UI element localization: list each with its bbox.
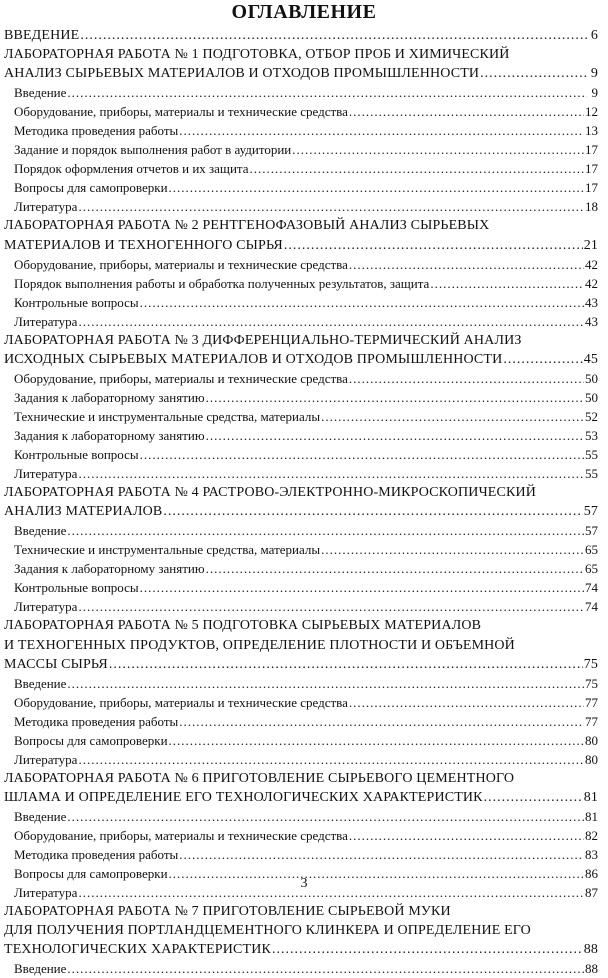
dot-leader [140,293,584,312]
toc-entry-text: ШЛАМА И ОПРЕДЕЛЕНИЕ ЕГО ТЕХНОЛОГИЧЕСКИХ ХАРАКТЕРИСТИК [4,789,483,805]
toc-subentry [4,959,598,978]
dot-leader [67,959,584,978]
toc-entry-text: Методика проведения работы [14,123,179,139]
toc-entry-text: Контрольные вопросы [14,294,139,310]
toc-page-number: 55 [585,466,598,482]
dot-leader [349,369,584,388]
dot-leader [169,731,584,750]
toc-entry-text: Оборудование, приборы, материалы и технические средства [14,256,348,272]
toc-page-number: 75 [585,675,598,691]
toc-subentry [4,540,598,559]
toc-entry-text: И ТЕХНОГЕННЫХ ПРОДУКТОВ, ОПРЕДЕЛЕНИЕ ПЛОТНОСТИ И ОБЪЕМНОЙ [4,637,515,653]
toc-subentry [4,464,598,483]
toc-page-number: 57 [583,504,598,520]
toc-entry-text: Контрольные вопросы [14,447,139,463]
toc-heading-line [4,45,598,64]
toc-entry-text: Порядок выполнения работы и обработка полученных результатов, защита [14,275,430,291]
toc-entry-text: Вопросы для самопроверки [14,180,168,196]
toc-subentry [4,121,598,140]
toc-page-number: 86 [585,866,598,882]
toc-page-number: 57 [585,523,598,539]
toc-page-number: 88 [585,961,598,977]
toc-entry-text: Оборудование, приборы, материалы и технические средства [14,104,348,120]
toc-entry-text: Вопросы для самопроверки [14,732,168,748]
toc-subentry [4,159,598,178]
toc-subentry [4,178,598,197]
dot-leader [321,540,584,559]
dot-leader [67,674,584,693]
dot-leader [250,159,584,178]
toc-page-number: 80 [585,751,598,767]
toc-page-number: 45 [583,351,598,367]
toc-subentry [4,750,598,769]
toc-heading-line [4,940,598,959]
toc-page-number: 50 [585,389,598,405]
toc-entry-text: ЛАБОРАТОРНАЯ РАБОТА № 3 ДИФФЕРЕНЦИАЛЬНО-ТЕРМИЧЕСКИЙ АНАЛИЗ [4,332,522,348]
toc-heading-line [4,769,598,788]
toc-entry-text: МАТЕРИАЛОВ И ТЕХНОГЕННОГО СЫРЬЯ [4,237,283,253]
toc-page-number: 74 [585,599,598,615]
toc-subentry [4,369,598,388]
toc-heading-line [4,216,598,235]
toc-heading-line [4,483,598,502]
page-number: 3 [300,876,308,891]
toc-page-number: 9 [590,66,598,82]
toc-entry-text: Литература [14,199,78,215]
toc-page-number: 50 [585,370,598,386]
toc-entry-text: ДЛЯ ПОЛУЧЕНИЯ ПОРТЛАНДЦЕМЕНТНОГО КЛИНКЕРА И ОПРЕДЕЛЕНИЕ ЕГО [4,923,531,939]
dot-leader [109,655,583,674]
dot-leader [78,464,584,483]
toc-page-number: 17 [585,142,598,158]
toc-page-number: 43 [585,294,598,310]
toc-subentry [4,140,598,159]
dot-leader [272,940,583,959]
dot-leader [179,712,584,731]
toc-page-number: 77 [585,713,598,729]
dot-leader [503,350,582,369]
toc-entry-text: Контрольные вопросы [14,580,139,596]
toc-entry-text: Литература [14,313,78,329]
toc-subentry [4,807,598,826]
toc-subentry [4,274,598,293]
toc-subentry [4,445,598,464]
toc-entry-text: Оборудование, приборы, материалы и технические средства [14,694,348,710]
toc-entry-text: ЛАБОРАТОРНАЯ РАБОТА № 4 РАСТРОВО-ЭЛЕКТРОННО-МИКРОСКОПИЧЕСКИЙ [4,485,537,501]
toc-entry-text: Оборудование, приборы, материалы и технические средства [14,827,348,843]
toc-entry-text: Введение [14,961,67,977]
toc-page-number: 83 [585,847,598,863]
toc-entry-text: ЛАБОРАТОРНАЯ РАБОТА № 1 ПОДГОТОВКА, ОТБОР ПРОБ И ХИМИЧЕСКИЙ [4,47,510,63]
dot-leader [67,83,587,102]
dot-leader [80,26,587,45]
toc-page-number: 87 [585,885,598,901]
toc-subentry [4,312,598,331]
page-title: ОГЛАВЛЕНИЕ [231,1,377,23]
toc-entry-text: Задания к лабораторному занятию [14,427,205,443]
toc-entry-text: ЛАБОРАТОРНАЯ РАБОТА № 2 РЕНТГЕНОФАЗОВЫЙ АНАЛИЗ СЫРЬЕВЫХ [4,218,490,234]
toc-page-number: 17 [585,161,598,177]
toc-subentry [4,197,598,216]
toc-entry-text: Введение [14,808,67,824]
toc-entry-text: Порядок оформления отчетов и их защита [14,161,249,177]
toc-subentry [4,559,598,578]
toc-entry-text: ЛАБОРАТОРНАЯ РАБОТА № 7 ПРИГОТОВЛЕНИЕ СЫРЬЕВОЙ МУКИ [4,904,451,920]
dot-leader [163,502,582,521]
toc-page-number: 74 [585,580,598,596]
toc-page-number: 18 [585,199,598,215]
toc-page-number: 17 [585,180,598,196]
dot-leader [179,121,584,140]
toc-subentry [4,731,598,750]
toc-page-number: 65 [585,542,598,558]
dot-leader [206,388,584,407]
dot-leader [140,578,584,597]
toc-entry-text: Литература [14,751,78,767]
dot-leader [67,807,584,826]
toc-entry-text: ТЕХНОЛОГИЧЕСКИХ ХАРАКТЕРИСТИК [4,942,271,958]
toc-heading-line [4,26,598,45]
toc-entry-text: Введение [14,85,67,101]
dot-leader [78,597,584,616]
toc-subentry [4,826,598,845]
toc-page-number: 75 [583,656,598,672]
toc-subentry [4,426,598,445]
toc-heading-line [4,788,598,807]
toc-subentry [4,674,598,693]
toc-heading-line [4,655,598,674]
dot-leader [321,407,584,426]
toc-heading-line [4,350,598,369]
dot-leader [78,197,584,216]
dot-leader [484,788,583,807]
dot-leader [140,445,584,464]
toc-heading-line [4,502,598,521]
dot-leader [67,521,584,540]
toc-page-number: 55 [585,447,598,463]
toc-page-number: 80 [585,732,598,748]
toc-heading-line [4,616,598,635]
toc-page-number: 82 [585,827,598,843]
dot-leader [78,750,584,769]
toc-entry-text: Методика проведения работы [14,847,179,863]
dot-leader [349,826,584,845]
toc-page-number: 65 [585,561,598,577]
toc-entry-text: Литература [14,466,78,482]
dot-leader [179,845,584,864]
toc-entry-text: АНАЛИЗ МАТЕРИАЛОВ [4,504,163,520]
toc-page-number: 42 [585,256,598,272]
toc-subentry [4,693,598,712]
toc-subentry [4,293,598,312]
toc-entry-text: Технические и инструментальные средства, материалы [14,542,321,558]
toc-subentry [4,597,598,616]
toc-subentry [4,102,598,121]
toc-entry-text: Технические и инструментальные средства, материалы [14,408,321,424]
toc-heading-line [4,921,598,940]
toc-entry-text: Методика проведения работы [14,713,179,729]
toc-subentry [4,255,598,274]
toc-subentry [4,407,598,426]
toc-entry-text: ВВЕДЕНИЕ [4,28,80,43]
toc-heading-line [4,64,598,83]
dot-leader [349,693,584,712]
toc-entry-text: Введение [14,523,67,539]
toc-entry-text: Литература [14,599,78,615]
toc-subentry [4,521,598,540]
toc-page-number: 52 [585,408,598,424]
toc-page-number: 81 [583,789,598,805]
toc-entry-text: Введение [14,675,67,691]
toc-page-number: 12 [585,104,598,120]
toc-entry-text: Задания к лабораторному занятию [14,561,205,577]
toc-page-number: 13 [585,123,598,139]
dot-leader [169,178,584,197]
toc-subentry [4,578,598,597]
dot-leader [349,102,584,121]
toc-page-number: 43 [585,313,598,329]
toc-heading-line [4,636,598,655]
toc-entry-text: МАССЫ СЫРЬЯ [4,656,108,672]
toc-entry-text: Задания к лабораторному занятию [14,389,205,405]
table-of-contents [4,26,598,978]
dot-leader [206,426,584,445]
toc-entry-text: ИСХОДНЫХ СЫРЬЕВЫХ МАТЕРИАЛОВ И ОТХОДОВ ПРОМЫШЛЕННОСТИ [4,351,503,367]
toc-entry-text: Оборудование, приборы, материалы и технические средства [14,370,348,386]
toc-heading-line [4,331,598,350]
toc-page-number: 53 [585,427,598,443]
toc-page-number: 77 [585,694,598,710]
toc-heading-line [4,236,598,255]
toc-page-number: 9 [591,85,598,101]
toc-page-number: 42 [585,275,598,291]
toc-entry-text: ЛАБОРАТОРНАЯ РАБОТА № 6 ПРИГОТОВЛЕНИЕ СЫРЬЕВОГО ЦЕМЕНТНОГО [4,770,515,786]
toc-page-number: 88 [583,942,598,958]
dot-leader [78,312,584,331]
toc-subentry [4,712,598,731]
toc-entry-text: АНАЛИЗ СЫРЬЕВЫХ МАТЕРИАЛОВ И ОТХОДОВ ПРОМЫШЛЕННОСТИ [4,66,480,82]
toc-subentry [4,388,598,407]
dot-leader [292,140,584,159]
toc-entry-text: Вопросы для самопроверки [14,866,168,882]
toc-entry-text: ЛАБОРАТОРНАЯ РАБОТА № 5 ПОДГОТОВКА СЫРЬЕВЫХ МАТЕРИАЛОВ [4,618,482,634]
dot-leader [349,255,584,274]
toc-subentry [4,845,598,864]
toc-entry-text: Литература [14,885,78,901]
dot-leader [480,64,587,83]
dot-leader [284,236,583,255]
toc-entry-text: Задание и порядок выполнения работ в аудитории [14,142,292,158]
dot-leader [430,274,584,293]
toc-subentry [4,83,598,102]
toc-page-number: 21 [583,237,598,253]
toc-page-number: 81 [585,808,598,824]
toc-page-number: 6 [590,28,598,43]
dot-leader [206,559,584,578]
